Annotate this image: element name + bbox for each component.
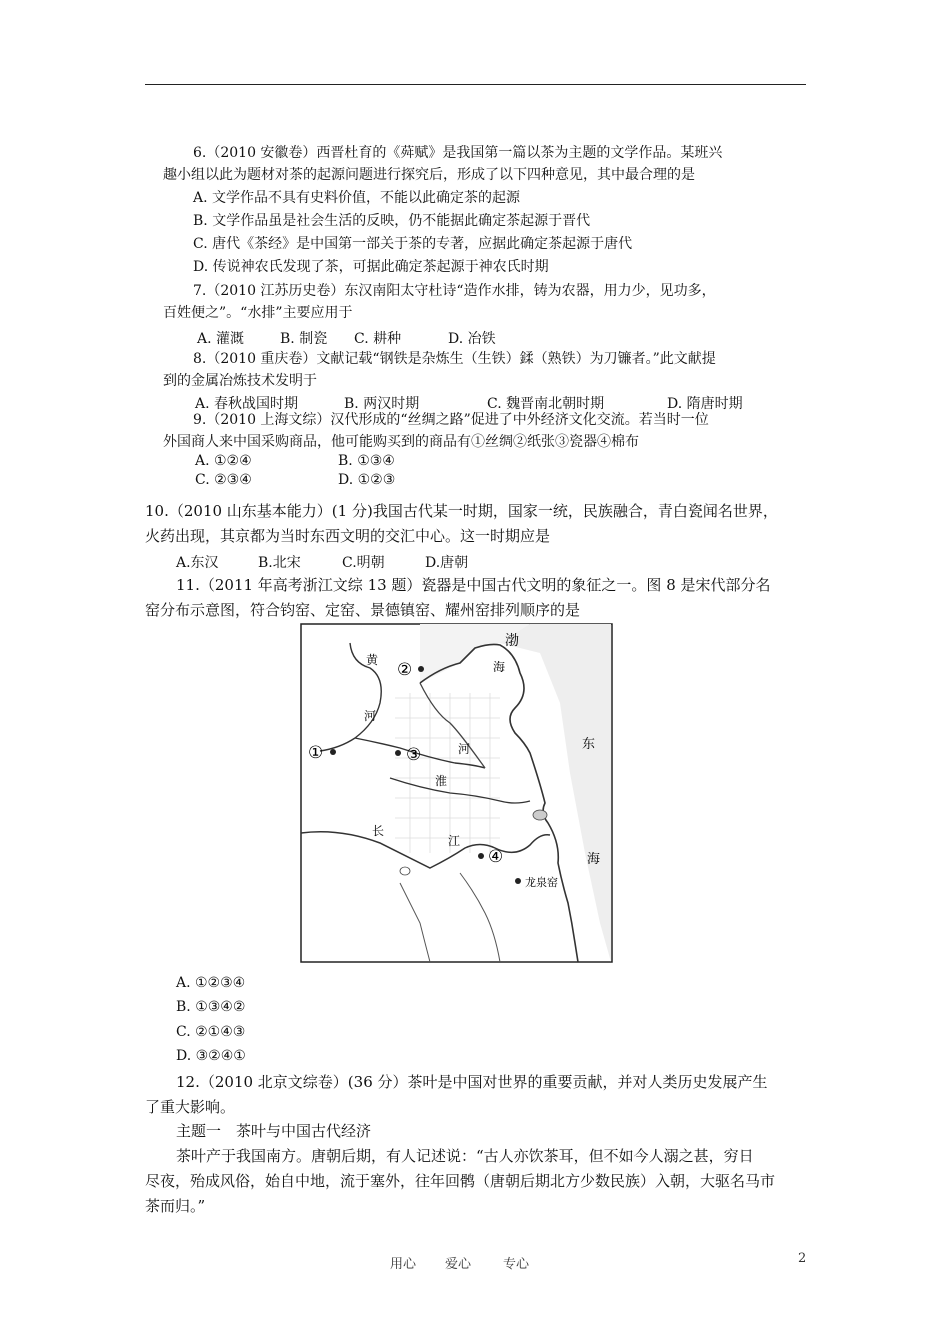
footer-text-3: 专心 [503,1257,530,1272]
q10-stem-line1: 10.（2010 山东基本能力）(1 分)我国古代某一时期，国家一统，民族融合，青白瓷闻名世界， [145,502,778,520]
label-he2: 河 [458,742,471,756]
q11-option-c: C. ②①④③ [176,1024,246,1040]
label-hai2: 海 [587,852,601,867]
kiln-marker-3: ③ [406,745,422,765]
q7-option-c: C. 耕种 [354,331,402,347]
kiln-dot-4 [478,853,484,859]
q10-option-d: D.唐朝 [425,555,469,571]
q11-option-d: D. ③②④① [176,1048,246,1064]
q7-option-d: D. 冶铁 [448,331,496,347]
kiln-marker-4: ④ [488,847,504,867]
label-sea1: 海 [493,660,506,674]
q12-theme-heading: 主题一 茶叶与中国古代经济 [176,1122,372,1140]
label-dong: 东 [582,737,596,752]
q9-option-b: B. ①③④ [338,453,395,469]
q12-paragraph-line3: 茶而归。” [145,1197,206,1215]
label-chang: 长 [372,824,385,838]
q9-option-d: D. ①②③ [338,472,396,488]
q7-stem-line1: 7.（2010 江苏历史卷）东汉南阳太守杜诗“造作水排，铸为农器，用力少，见功多， [193,283,716,299]
page-number: 2 [798,1251,807,1266]
q6-option-c: C. 唐代《茶经》是中国第一部关于茶的专著，应据此确定茶起源于唐代 [193,236,633,252]
kiln-dot-2 [418,666,424,672]
q11-stem-line1: 11.（2011 年高考浙江文综 13 题）瓷器是中国古代文明的象征之一。图 8 是宋代部分名 [176,576,771,594]
q7-option-b: B. 制瓷 [280,331,328,347]
q11-option-b: B. ①③④② [176,999,246,1015]
q12-paragraph-line2: 尽夜，殆成风俗，始自中地，流于塞外，往年回鹘（唐朝后期北方少数民族）入朝，大驱名马市 [145,1172,776,1190]
q8-option-c: C. 魏晋南北朝时期 [487,396,605,412]
q8-stem-line1: 8.（2010 重庆卷）文献记载“钢铁是杂炼生（生铁）鍒（熟铁）为刀镰者。”此文献提 [193,351,716,367]
q6-stem-line2: 趣小组以此为题材对茶的起源问题进行探究后，形成了以下四种意见，其中最合理的是 [163,167,695,183]
q9-option-c: C. ②③④ [195,472,252,488]
q9-stem-line2: 外国商人来中国采购商品，他可能购买到的商品有①丝绸②纸张③瓷器④棉布 [163,434,639,450]
q10-option-c: C.明朝 [342,555,385,571]
q9-stem-line1: 9.（2010 上海文综）汉代形成的“丝绸之路”促进了中外经济文化交流。若当时一位 [193,412,709,428]
q9-option-a: A. ①②④ [195,453,252,469]
q10-option-b: B.北宋 [258,555,301,571]
q6-stem-line1: 6.（2010 安徽卷）西晋杜育的《荈赋》是我国第一篇以茶为主题的文学作品。某班兴 [193,145,723,161]
label-jiang: 江 [448,834,461,848]
kiln-marker-2: ② [397,660,413,680]
song-kilns-map [300,623,613,963]
q12-stem-line2: 了重大影响。 [145,1098,236,1116]
footer-text-2: 爱心 [445,1257,472,1272]
kiln-marker-1: ① [308,743,324,763]
q10-option-a: A.东汉 [176,555,219,571]
q8-stem-line2: 到的金属冶炼技术发明于 [163,373,317,389]
q6-option-a: A. 文学作品不具有史料价值，不能以此确定茶的起源 [193,190,521,206]
q8-option-d: D. 隋唐时期 [667,396,743,412]
label-longquan: 龙泉窑 [525,876,558,889]
kiln-dot-3 [395,750,401,756]
footer-text-1: 用心 [390,1257,417,1272]
q10-stem-line2: 火药出现，其京都为当时东西文明的交汇中心。这一时期应是 [145,527,551,545]
q6-option-d: D. 传说神农氏发现了茶，可据此确定茶起源于神农氏时期 [193,259,549,275]
q12-stem-line1: 12.（2010 北京文综卷）(36 分）茶叶是中国对世界的重要贡献，并对人类历史发展产生 [176,1073,768,1091]
q8-option-a: A. 春秋战国时期 [195,396,299,412]
label-bohai: 渤 [505,633,519,649]
q11-option-a: A. ①②③④ [176,975,246,991]
q11-stem-line2: 窑分布示意图，符合钧窑、定窑、景德镇窑、耀州窑排列顺序的是 [145,601,581,619]
label-huang: 黄 [366,653,379,667]
q7-stem-line2: 百姓便之”。“水排”主要应用于 [163,305,353,321]
kiln-dot-1 [330,749,336,755]
header-rule [145,84,806,85]
q6-option-b: B. 文学作品虽是社会生活的反映，仍不能据此确定茶起源于晋代 [193,213,591,229]
lake [533,810,547,820]
q8-option-b: B. 两汉时期 [344,396,420,412]
label-huai: 淮 [435,774,448,788]
label-he1: 河 [364,709,377,723]
q12-paragraph-line1: 茶叶产于我国南方。唐朝后期，有人记述说：“古人亦饮茶耳，但不如今人溺之甚，穷日 [176,1147,754,1165]
kiln-dot-longquan [515,878,521,884]
q7-option-a: A. 灌溉 [197,331,245,347]
lake-2 [400,867,410,875]
